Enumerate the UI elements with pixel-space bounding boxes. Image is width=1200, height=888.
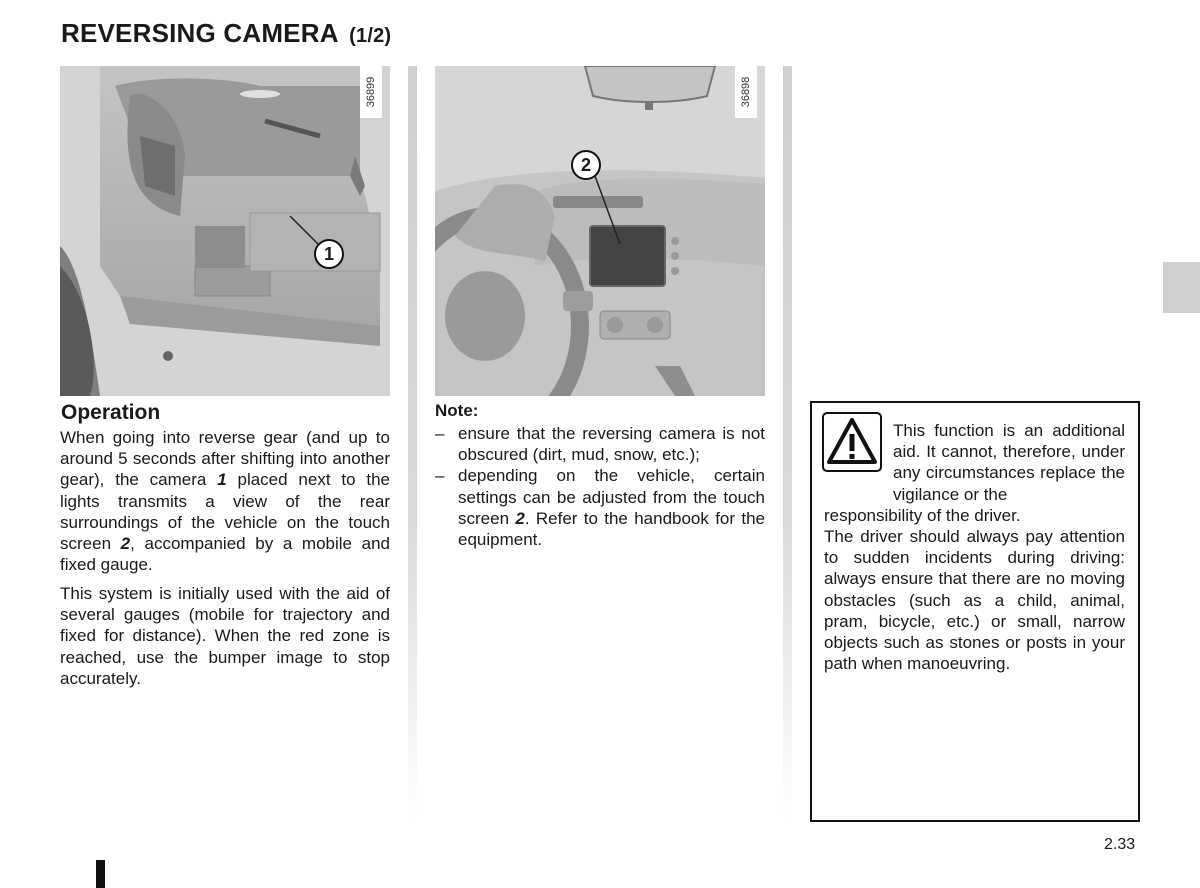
camera-ref-1: 1 bbox=[217, 470, 227, 490]
chapter-side-tab bbox=[1163, 262, 1200, 313]
note-dash-1: – bbox=[435, 424, 445, 443]
note-title: Note: bbox=[435, 401, 479, 420]
operation-paragraph-2: This system is initially used with the aid of several gauges (mobile for trajectory and fixed for distance). When the red zone is reached, use the bumper image to stop accurately. bbox=[60, 584, 390, 688]
operation-paragraph-1 bbox=[60, 427, 390, 575]
callout-2-touch-screen bbox=[571, 150, 601, 180]
figure-code-right-text: 36898 bbox=[740, 76, 752, 108]
note-list bbox=[435, 423, 765, 550]
warning-text-responsibility: responsibility of the driver. bbox=[824, 506, 1021, 525]
warning-text-intro: This function is an additional aid. It cannot, therefore, under any circumstances replace the vigilance or the bbox=[893, 421, 1125, 504]
warning-triangle-icon bbox=[822, 412, 882, 472]
operation-p1-part-b: placed next to the lights transmits a view of the rear surroundings of the vehicle on the touch screen bbox=[60, 470, 390, 554]
warning-text-driver: The driver should always pay attention to sudden incidents during driving: always ensure that there are no moving obstacles (such as a child, animal, pram, bicycle, etc.) or small, narrow objects such as stones or posts in your path when manoeuvring. bbox=[824, 527, 1125, 674]
figure-code-left-text: 36899 bbox=[365, 76, 377, 108]
note-item-2-text-a: depending on the vehicle, certain settings can be adjusted from the touch screen bbox=[458, 466, 765, 528]
touch-screen-ref-2: 2 bbox=[120, 534, 131, 554]
operation-p1-part-c: , accompanied by a mobile and fixed gauge. bbox=[60, 534, 391, 575]
callout-1-label: 1 bbox=[323, 244, 334, 264]
note-item-1-text: ensure that the reversing camera is not obscured (dirt, mud, snow, etc.); bbox=[458, 424, 765, 465]
bottom-crop-mark bbox=[96, 860, 105, 888]
operation-p1-part-a: When going into reverse gear (and up to around 5 seconds after shifting into another gear), the camera bbox=[60, 428, 390, 490]
column-divider-left bbox=[408, 66, 417, 820]
figure-code-right bbox=[735, 66, 757, 118]
operation-heading: Operation bbox=[61, 401, 161, 424]
page-title-text: REVERSING CAMERA bbox=[61, 18, 338, 48]
note-dash-2: – bbox=[435, 466, 445, 486]
page-title bbox=[61, 18, 391, 49]
touch-screen-ref-2-note: 2 bbox=[515, 508, 525, 528]
callout-1-camera bbox=[314, 239, 344, 269]
page-number: 2.33 bbox=[1104, 836, 1136, 853]
figure-code-left bbox=[360, 66, 382, 118]
figure-rear-camera bbox=[60, 66, 390, 396]
figure-touch-screen bbox=[435, 66, 765, 396]
page-title-part: (1/2) bbox=[349, 25, 392, 47]
note-item-2 bbox=[435, 465, 765, 550]
car-rear-illustration bbox=[60, 66, 390, 396]
note-item-2-text-b: . Refer to the handbook for the equipment. bbox=[458, 508, 765, 550]
note-item-1 bbox=[435, 423, 765, 465]
dashboard-illustration bbox=[435, 66, 765, 396]
callout-2-label: 2 bbox=[580, 155, 591, 175]
column-divider-right bbox=[783, 66, 792, 820]
